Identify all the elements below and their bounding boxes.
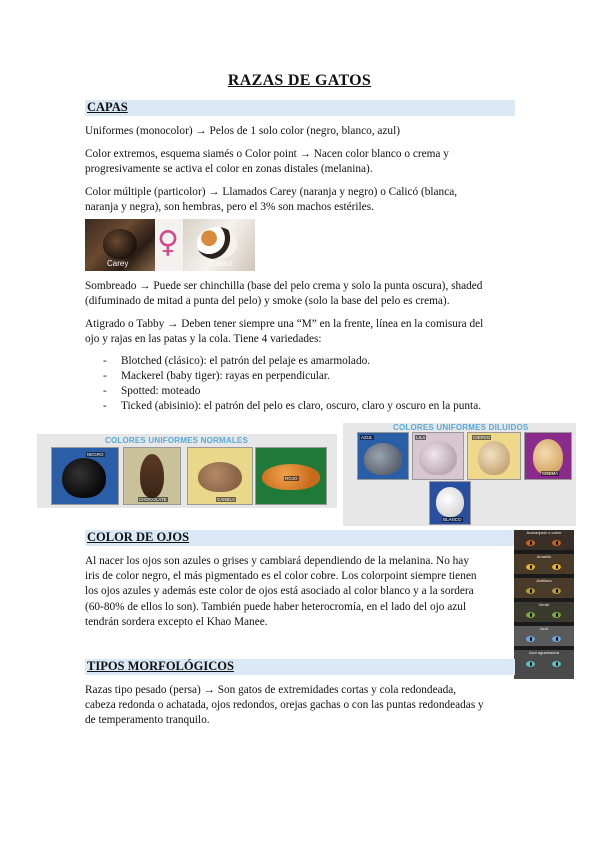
section-title-capas: CAPAS	[87, 100, 128, 114]
panel-title: COLORES UNIFORMES DILUIDOS	[393, 423, 529, 432]
tile-negro	[51, 447, 119, 505]
tile-label: BLANCO	[443, 517, 462, 522]
paragraph-uniformes: Uniformes (monocolor) → Pelos de 1 solo color (negro, blanco, azul)	[85, 125, 400, 137]
list-item-text: Spotted: moteado	[121, 385, 201, 397]
tile-label: AZUL	[361, 435, 373, 440]
eye-label: Azul aguamarina	[528, 650, 560, 655]
section-title-morfo: TIPOS MORFOLÓGICOS	[87, 659, 234, 673]
list-bullet: -	[103, 385, 107, 397]
page-title: RAZAS DE GATOS	[227, 72, 372, 89]
tile-lila	[412, 432, 464, 480]
eye-row-azul	[514, 626, 574, 646]
tile-azul	[357, 432, 409, 480]
tile-label: NEGRO	[87, 452, 104, 457]
tile-blanco	[429, 481, 471, 525]
paragraph-morfo	[85, 683, 515, 729]
panel-title: COLORES UNIFORMES NORMALES	[105, 436, 248, 445]
text-line: (60-80% de ellos lo son). También puede haber heterocromía, en el lado del ojo azul	[85, 600, 467, 613]
text-line: naranja y negra), son hembras, pero el 3% son machos estériles.	[85, 201, 374, 214]
list-item-text: Mackerel (baby tiger): rayas en perpendicular.	[121, 370, 330, 382]
eye-row-avellana	[514, 578, 574, 598]
text-line: Sombreado → Puede ser chinchilla (base del pelo crema y solo la punta oscura), shaded	[85, 280, 483, 292]
paragraph-color-extremos	[85, 147, 515, 177]
list-item-text: Blotched (clásico): el patrón del pelaje es amarmolado.	[121, 355, 371, 367]
tile-crema	[524, 432, 572, 480]
tile-chocolate	[123, 447, 181, 505]
eye-row-verde	[514, 602, 574, 622]
female-symbol-icon: ♀	[157, 225, 179, 260]
text-line: Al nacer los ojos son azules o grises y cambiará dependiendo de la melanina. No hay	[85, 555, 469, 567]
tile-label: ROJO	[285, 476, 298, 481]
text-line: progresivamente se activa el color en zonas distales (melanina).	[85, 163, 373, 176]
eye-label: Azul	[540, 626, 548, 631]
tile-rojo	[255, 447, 327, 505]
text-line: los ojos azules y además este color de ojos está asociado al color blanco y a la sordera	[85, 585, 474, 598]
carey-label: Carey	[107, 259, 129, 268]
eye-label: Amarillo	[536, 554, 552, 559]
calico-label: Calicó	[210, 259, 233, 268]
eye-row-cobre	[514, 530, 574, 550]
tile-label: CREMA	[542, 471, 559, 476]
text-line: de temperamento tranquilo.	[85, 714, 210, 727]
eye-row-aguamarina	[514, 650, 574, 679]
paragraph-sombreado	[85, 279, 515, 309]
colores-diluidos-panel	[343, 423, 576, 526]
tile-label: LILA	[416, 435, 426, 440]
eye-label: Avellana	[536, 578, 552, 583]
section-title-ojos: COLOR DE OJOS	[87, 530, 190, 544]
list-bullet: -	[103, 400, 107, 412]
text-line: cabeza redonda o achatada, ojos redondos, orejas gachas o con las puntas redondeadas y	[85, 699, 484, 712]
list-bullet: -	[103, 355, 107, 367]
eye-row-amarillo	[514, 554, 574, 574]
eye-colors-image	[514, 530, 574, 679]
text-line: Razas tipo pesado (persa) → Son gatos de extremidades cortas y cola redondeada,	[85, 684, 457, 696]
text-line: tendrán sordera excepto el Khao Manee.	[85, 615, 268, 628]
section-header-ojos	[85, 530, 515, 546]
section-header-capas	[85, 100, 515, 116]
text-line: Color extremos, esquema siamés o Color point → Nacen color blanco o crema y	[85, 148, 449, 160]
eye-label: Verde	[538, 602, 550, 607]
list-bullet: -	[103, 370, 107, 382]
paragraph-ojos	[85, 554, 513, 630]
paragraph-atigrado	[85, 317, 515, 347]
text-line: (difuminado de mitad a punta del pelo) y smoke (solo la base del pelo es crema).	[85, 295, 450, 308]
colores-normales-panel	[37, 434, 337, 508]
eye-label: Anaranjado o cobre	[526, 530, 562, 535]
list-item-text: Ticked (abisinio): el patrón del pelo es claro, oscuro, claro y oscuro en la punta.	[121, 400, 482, 412]
paragraph-color-multiple	[85, 185, 515, 215]
text-line: Atigrado o Tabby → Deben tener siempre una “M” en la frente, línea en la comisura del	[85, 318, 484, 330]
tile-label: CHOCOLATE	[139, 497, 167, 502]
carey-calico-image	[85, 219, 255, 271]
text-line: ojo y rajas en las patas y la cola. Tiene 4 variedades:	[85, 333, 322, 346]
tile-canela	[187, 447, 253, 505]
tile-ciervo	[467, 432, 521, 480]
text-line: Color múltiple (particolor) → Llamados Carey (naranja y negro) o Calicó (blanca,	[85, 186, 458, 198]
tile-label: CANELA	[217, 497, 236, 502]
tile-label: CIERVO	[473, 435, 491, 440]
text-line: iris de color negro, el más pigmentado es el color cobre. Los colorpoint siempre tienen	[85, 570, 477, 583]
section-header-morfo	[85, 659, 515, 675]
